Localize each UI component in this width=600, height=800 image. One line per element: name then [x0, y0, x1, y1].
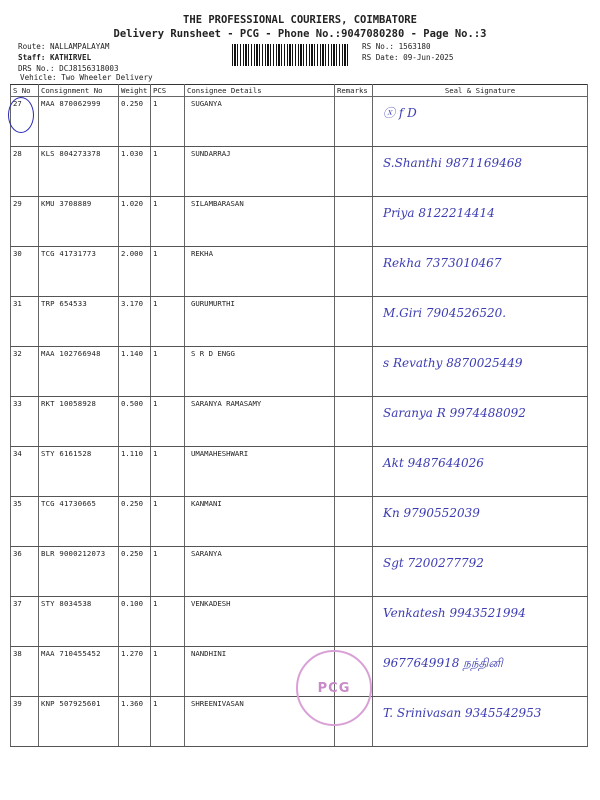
rs-number: RS No.: 1563180 [362, 42, 431, 51]
row-consignee: SARANYA [185, 547, 335, 597]
row-weight: 3.170 [119, 297, 151, 347]
row-sno: 31 [11, 297, 39, 347]
runsheet-table [10, 84, 588, 747]
table-row [11, 547, 588, 597]
row-remarks [335, 197, 373, 247]
col-weight: Weight [119, 85, 151, 97]
row-pcs: 1 [151, 147, 185, 197]
row-weight: 1.360 [119, 697, 151, 747]
left-meta [18, 41, 119, 74]
row-consignee: S R D ENGG [185, 347, 335, 397]
row-consignment: MAA 710455452 [39, 647, 119, 697]
row-sno: 38 [11, 647, 39, 697]
row-pcs: 1 [151, 447, 185, 497]
table-row [11, 247, 588, 297]
drs-label: DRS No.: DCJ8156318003 [18, 64, 119, 73]
row-signature: Priya 8122214414 [373, 197, 588, 247]
col-signature: Seal & Signature [373, 85, 588, 97]
row-weight: 1.110 [119, 447, 151, 497]
row-pcs: 1 [151, 247, 185, 297]
col-sno: S No [11, 85, 39, 97]
row-remarks [335, 397, 373, 447]
row-consignee: SUNDARRAJ [185, 147, 335, 197]
row-consignee: KANMANI [185, 497, 335, 547]
row-weight: 2.000 [119, 247, 151, 297]
col-consignee: Consignee Details [185, 85, 335, 97]
row-signature: M.Giri 7904526520. [373, 297, 588, 347]
row-remarks [335, 297, 373, 347]
col-remarks: Remarks [335, 85, 373, 97]
row-pcs: 1 [151, 397, 185, 447]
row-sno: 28 [11, 147, 39, 197]
row-pcs: 1 [151, 697, 185, 747]
runsheet-subtitle: Delivery Runsheet - PCG - Phone No.:9047080280 - Page No.:3 [113, 28, 487, 40]
row-signature: Akt 9487644026 [373, 447, 588, 497]
row-pcs: 1 [151, 547, 185, 597]
row-remarks [335, 447, 373, 497]
row-consignment: TCG 41731773 [39, 247, 119, 297]
row-consignee: UMAMAHESHWARI [185, 447, 335, 497]
row-consignee: SUGANYA [185, 97, 335, 147]
row-consignment: MAA 870062999 [39, 97, 119, 147]
row-signature: Sgt 7200277792 [373, 547, 588, 597]
row-consignment: BLR 9000212073 [39, 547, 119, 597]
col-pcs: PCS [151, 85, 185, 97]
row-consignment: MAA 102766948 [39, 347, 119, 397]
row-consignee: GURUMURTHI [185, 297, 335, 347]
row-consignment: KNP 507925601 [39, 697, 119, 747]
table-row [11, 497, 588, 547]
row-signature: ⓧ f D [373, 97, 588, 147]
row-weight: 0.500 [119, 397, 151, 447]
row-signature: T. Srinivasan 9345542953 [373, 697, 588, 747]
row-consignment: TCG 41730665 [39, 497, 119, 547]
row-consignment: STY 8034538 [39, 597, 119, 647]
row-consignment: KLS 804273378 [39, 147, 119, 197]
table-row [11, 297, 588, 347]
row-consignee: VENKADESH [185, 597, 335, 647]
row-remarks [335, 97, 373, 147]
row-weight: 1.270 [119, 647, 151, 697]
row-remarks [335, 597, 373, 647]
row-sno: 32 [11, 347, 39, 397]
row-consignment: RKT 10058928 [39, 397, 119, 447]
handwritten-circle-mark [8, 97, 34, 133]
row-sno: 36 [11, 547, 39, 597]
vehicle-label: Vehicle: Two Wheeler Delivery [20, 73, 153, 82]
row-sno: 37 [11, 597, 39, 647]
row-weight: 0.250 [119, 547, 151, 597]
row-remarks [335, 497, 373, 547]
row-weight: 1.140 [119, 347, 151, 397]
table-row [11, 347, 588, 397]
row-sno: 29 [11, 197, 39, 247]
row-weight: 0.250 [119, 497, 151, 547]
row-signature: Kn 9790552039 [373, 497, 588, 547]
row-sno: 39 [11, 697, 39, 747]
row-sno: 34 [11, 447, 39, 497]
row-pcs: 1 [151, 297, 185, 347]
row-consignee: SHREENIVASAN [185, 697, 335, 747]
row-consignment: TRP 654533 [39, 297, 119, 347]
row-pcs: 1 [151, 347, 185, 397]
row-pcs: 1 [151, 197, 185, 247]
row-pcs: 1 [151, 97, 185, 147]
row-consignee: SARANYA RAMASAMY [185, 397, 335, 447]
table-row [11, 147, 588, 197]
row-remarks [335, 547, 373, 597]
row-signature: Venkatesh 9943521994 [373, 597, 588, 647]
staff-label: Staff: KATHIRVEL [18, 53, 92, 62]
col-consignment: Consignment No [39, 85, 119, 97]
company-title: THE PROFESSIONAL COURIERS, COIMBATORE [183, 14, 417, 26]
row-consignee: NANDHINI [185, 647, 335, 697]
barcode-image [232, 44, 350, 66]
table-row [11, 197, 588, 247]
pcg-stamp [296, 650, 372, 726]
rs-date: RS Date: 09-Jun-2025 [362, 53, 454, 62]
row-consignee: REKHA [185, 247, 335, 297]
row-pcs: 1 [151, 647, 185, 697]
row-sno: 27 [11, 97, 39, 147]
row-sno: 33 [11, 397, 39, 447]
row-signature: Rekha 7373010467 [373, 247, 588, 297]
route-label: Route: NALLAMPALAYAM [18, 42, 110, 51]
row-remarks [335, 147, 373, 197]
row-pcs: 1 [151, 497, 185, 547]
right-meta [362, 41, 453, 63]
row-consignment: STY 6161528 [39, 447, 119, 497]
row-signature: s Revathy 8870025449 [373, 347, 588, 397]
stamp-text: PCG [317, 680, 351, 696]
row-remarks [335, 247, 373, 297]
table-row [11, 97, 588, 147]
row-signature: Saranya R 9974488092 [373, 397, 588, 447]
table-row [11, 447, 588, 497]
row-pcs: 1 [151, 597, 185, 647]
table-row [11, 397, 588, 447]
row-weight: 0.250 [119, 97, 151, 147]
row-weight: 0.100 [119, 597, 151, 647]
table-header-row [11, 85, 588, 97]
row-signature: S.Shanthi 9871169468 [373, 147, 588, 197]
row-weight: 1.030 [119, 147, 151, 197]
row-weight: 1.020 [119, 197, 151, 247]
row-signature: 9677649918 நந்தினி [373, 647, 588, 697]
table-row [11, 597, 588, 647]
row-consignment: KMU 3708889 [39, 197, 119, 247]
row-sno: 35 [11, 497, 39, 547]
row-consignee: SILAMBARASAN [185, 197, 335, 247]
row-sno: 30 [11, 247, 39, 297]
row-remarks [335, 347, 373, 397]
